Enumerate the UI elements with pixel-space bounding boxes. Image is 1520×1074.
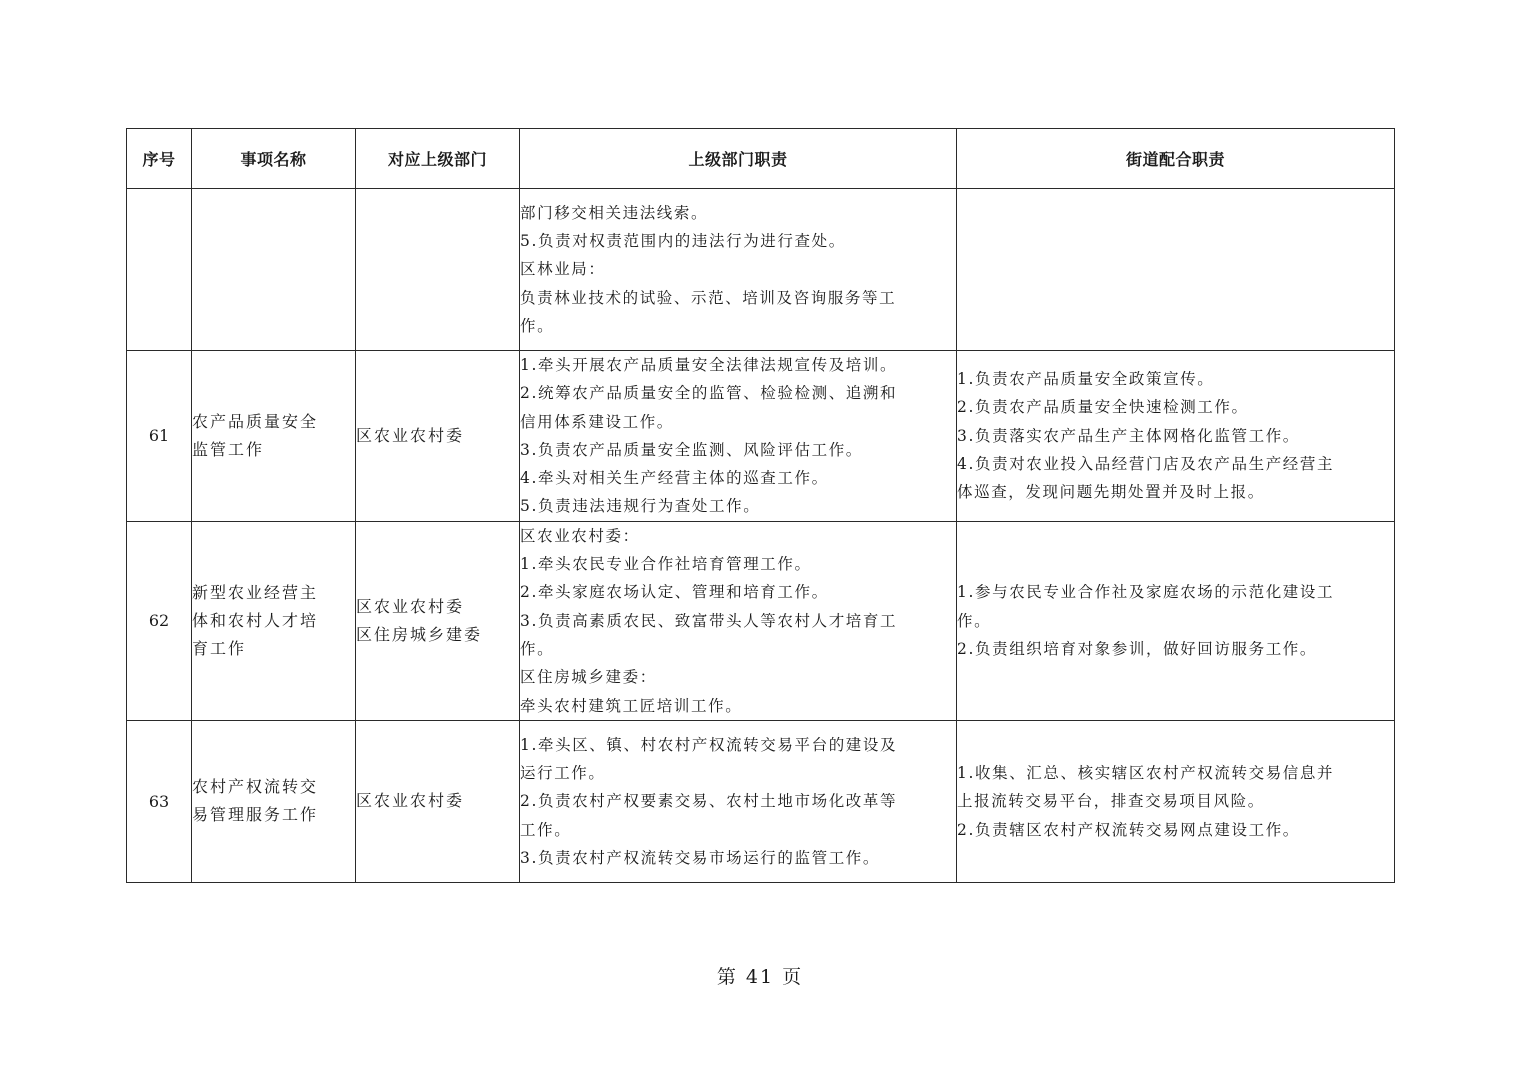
row-upper-duties (520, 351, 957, 522)
item-name-line: 育工作 (192, 638, 247, 658)
duty-line: 作。 (520, 639, 555, 658)
table-row (127, 351, 1395, 522)
duty-table (126, 128, 1395, 883)
duty-line: 5.负责对权责范围内的违法行为进行查处。 (520, 232, 846, 251)
duty-line: 3.负责农产品质量安全监测、风险评估工作。 (520, 440, 863, 459)
duty-line: 牵头农村建筑工匠培训工作。 (520, 696, 743, 715)
duty-line: 1.牵头开展农产品质量安全法律法规宣传及培训。 (520, 356, 898, 374)
item-name-line: 农村产权流转交 (192, 777, 319, 797)
duty-line: 1.牵头农民专业合作社培育管理工作。 (520, 555, 812, 574)
duty-line: 3.负责落实农产品生产主体网格化监管工作。 (957, 426, 1300, 445)
row-upper-duties (520, 189, 957, 351)
item-name-line: 监管工作 (192, 439, 265, 459)
row-upper-duties (520, 720, 957, 882)
table-row (127, 720, 1395, 882)
duty-line: 工作。 (520, 820, 572, 839)
duty-line: 作。 (520, 316, 555, 335)
row-no: 62 (127, 521, 192, 720)
item-name-line: 易管理服务工作 (192, 805, 319, 825)
header-item-name: 事项名称 (192, 129, 356, 189)
row-no (127, 189, 192, 351)
row-item-name (192, 351, 356, 522)
duty-line: 区林业局： (520, 260, 606, 279)
duty-line: 4.负责对农业投入品经营门店及农产品生产经营主 (957, 455, 1335, 474)
row-street-duties (957, 521, 1395, 720)
duty-line: 1.负责农产品质量安全政策宣传。 (957, 370, 1215, 389)
table-header-row (127, 129, 1395, 189)
row-street-duties (957, 189, 1395, 351)
row-no: 63 (127, 720, 192, 882)
duty-line: 5.负责违法违规行为查处工作。 (520, 497, 761, 516)
duty-line: 2.负责农产品质量安全快速检测工作。 (957, 398, 1249, 417)
row-street-duties (957, 351, 1395, 522)
department-line: 区农业农村委 (356, 791, 465, 811)
duty-line: 上报流转交易平台，排查交易项目风险。 (957, 792, 1265, 811)
duty-line: 2.负责组织培育对象参训，做好回访服务工作。 (957, 639, 1317, 658)
item-name-line: 新型农业经营主 (192, 582, 319, 602)
duty-line: 信用体系建设工作。 (520, 412, 674, 431)
header-street-duties: 街道配合职责 (957, 129, 1395, 189)
duty-line: 2.统筹农产品质量安全的监管、检验检测、追溯和 (520, 384, 898, 403)
header-no: 序号 (127, 129, 192, 189)
row-item-name (192, 521, 356, 720)
department-line: 区住房城乡建委 (356, 624, 483, 644)
row-department (356, 189, 520, 351)
department-line: 区农业农村委 (356, 596, 465, 616)
duty-line: 4.牵头对相关生产经营主体的巡查工作。 (520, 469, 829, 488)
row-department (356, 521, 520, 720)
duty-line: 1.参与农民专业合作社及家庭农场的示范化建设工 (957, 583, 1335, 602)
duty-line: 2.牵头家庭农场认定、管理和培育工作。 (520, 583, 829, 602)
duty-line: 3.负责高素质农民、致富带头人等农村人才培育工 (520, 611, 898, 630)
item-name-line: 体和农村人才培 (192, 610, 319, 630)
header-upper-duties: 上级部门职责 (520, 129, 957, 189)
duty-line: 2.负责辖区农村产权流转交易网点建设工作。 (957, 820, 1300, 839)
row-department (356, 351, 520, 522)
row-no: 61 (127, 351, 192, 522)
duty-line: 1.收集、汇总、核实辖区农村产权流转交易信息并 (957, 763, 1335, 782)
duty-line: 作。 (957, 611, 992, 630)
duty-line: 2.负责农村产权要素交易、农村土地市场化改革等 (520, 792, 898, 811)
row-upper-duties (520, 521, 957, 720)
row-item-name (192, 720, 356, 882)
duty-line: 运行工作。 (520, 763, 606, 782)
duty-line: 部门移交相关违法线索。 (520, 203, 709, 222)
duty-line: 区农业农村委： (520, 526, 640, 545)
duty-line: 1.牵头区、镇、村农村产权流转交易平台的建设及 (520, 735, 898, 754)
duty-line: 体巡查，发现问题先期处置并及时上报。 (957, 483, 1265, 502)
page-number: 第 41 页 (716, 966, 804, 988)
duty-line: 区住房城乡建委： (520, 668, 657, 687)
table-row (127, 521, 1395, 720)
duty-line: 3.负责农村产权流转交易市场运行的监管工作。 (520, 848, 880, 867)
row-item-name (192, 189, 356, 351)
item-name-line: 农产品质量安全 (192, 411, 319, 431)
row-department (356, 720, 520, 882)
table-row (127, 189, 1395, 351)
department-line: 区农业农村委 (356, 425, 465, 445)
header-department: 对应上级部门 (356, 129, 520, 189)
row-street-duties (957, 720, 1395, 882)
duty-line: 负责林业技术的试验、示范、培训及咨询服务等工 (520, 288, 897, 307)
